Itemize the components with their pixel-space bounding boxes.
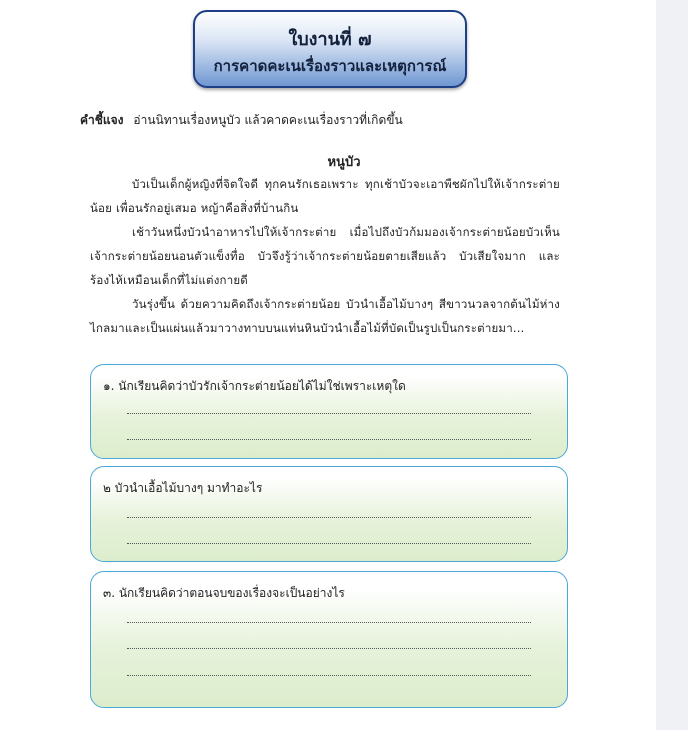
page-gutter — [656, 0, 688, 730]
answer-line[interactable] — [127, 413, 531, 414]
story-title: หนูบัว — [327, 155, 361, 170]
answer-line[interactable] — [127, 675, 531, 676]
question-text: ๓. นักเรียนคิดว่าตอนจบของเรื่องจะเป็นอย่างไร — [103, 586, 345, 600]
story-paragraph: บัวเป็นเด็กผู้หญิงที่จิตใจดี ทุกคนรักเธอเพราะ ทุกเช้าบัวจะเอาพืชผักไปให้เจ้ากระต่ายน้อย เพื่อนรักอยู่เสมอ หญ้าคือสิ่งที่บ้านกิน — [90, 177, 560, 215]
instruction-label: คำชี้แจง — [80, 113, 124, 127]
answer-line[interactable] — [127, 648, 531, 649]
story-body — [90, 172, 560, 340]
question-box-2 — [90, 466, 568, 562]
worksheet-subtitle: การคาดคะเนเรื่องราวและเหตุการณ์ — [213, 57, 447, 75]
answer-line[interactable] — [127, 543, 531, 544]
question-text: ๑. นักเรียนคิดว่าบัวรักเจ้ากระต่ายน้อยได้ไม่ใช่เพราะเหตุใด — [103, 379, 406, 393]
worksheet-title: ใบงานที่ ๗ — [288, 29, 372, 50]
answer-line[interactable] — [127, 439, 531, 440]
answer-line[interactable] — [127, 622, 531, 623]
instruction-text: อ่านนิทานเรื่องหนูบัว แล้วคาดคะเนเรื่องราวที่เกิดขึ้น — [133, 113, 403, 127]
worksheet-title-box — [193, 10, 467, 88]
story-paragraph: วันรุ่งขึ้น ด้วยความคิดถึงเจ้ากระต่ายน้อย บัวนำเอื้อไม้บางๆ สีขาวนวลจากต้นไม้ห่างไกลมาและเป็นแผ่นแล้วมาวางทาบบนแท่นหินบัวนำเอื้อไม้ที่บัดเป็นรูปเป็นกระต่ายมา... — [90, 297, 560, 335]
question-box-3 — [90, 571, 568, 708]
answer-line[interactable] — [127, 517, 531, 518]
question-box-1 — [90, 364, 568, 459]
story-paragraph: เช้าวันหนึ่งบัวนำอาหารไปให้เจ้ากระต่าย เมื่อไปถึงบัวก้มมองเจ้ากระต่ายน้อยบัวเห็นเจ้ากระต่ายน้อยนอนตัวแข็งทื่อ บัวจึงรู้ว่าเจ้ากระต่ายน้อยตายเสียแล้ว บัวเสียใจมาก และร้องไห้เหมือนเด็กที่ไม่แต่งกายดี — [90, 225, 560, 287]
question-text: ๒ บัวนำเอื้อไม้บางๆ มาทำอะไร — [103, 481, 263, 495]
instruction — [80, 111, 403, 130]
